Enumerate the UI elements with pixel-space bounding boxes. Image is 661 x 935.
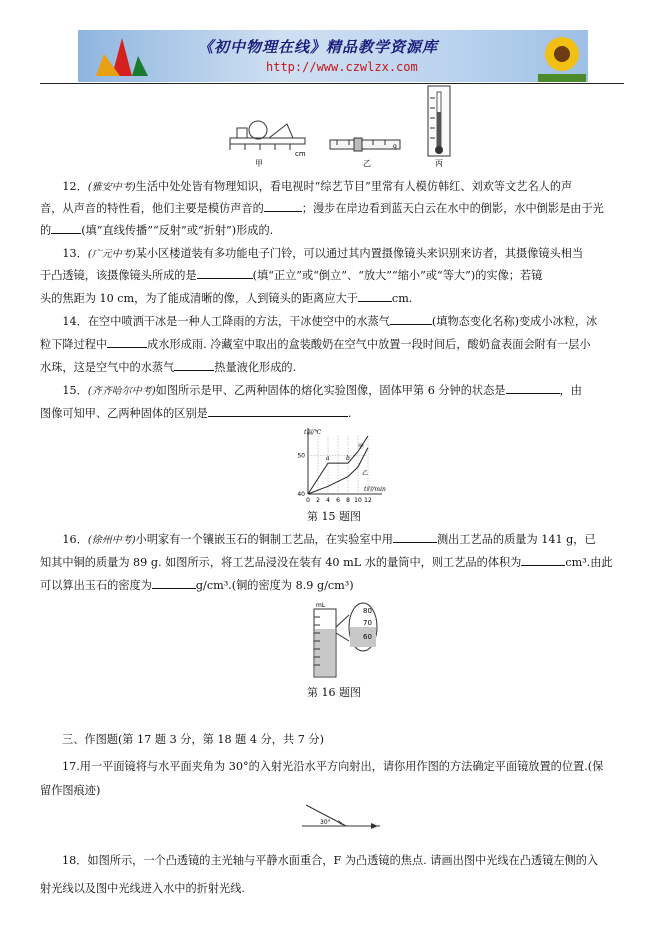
point-label-b: b [346, 455, 350, 463]
melting-chart [270, 424, 400, 506]
question-16-line2: 知其中铜的质量为 89 g. 如图所示，将工艺品浸没在装有 40 mL 水的量筒中，则工艺品的体积为 cm³.由此 [40, 552, 624, 574]
question-15-line2: 图像可知甲、乙两种固体的区别是 . [40, 403, 624, 425]
question-12: 12．(雅安中考)生活中处处皆有物理知识，看电视时“综艺节目”里常有人模仿韩红、刘欢等文艺名人的声 [62, 180, 573, 193]
question-14-line2: 粒下降过程中 成水形成雨. 冷藏室中取出的盒装酸奶在空气中放置一段时间后，酸奶盒表面会附有一层小 [40, 334, 624, 356]
y-axis-label: t温/℃ [304, 429, 322, 436]
question-17: 17.用一平面镜将与水平面夹角为 30°的入射光沿水平方向射出，请你用作图的方法确定平面镜放置的位置.(保 [62, 760, 604, 773]
header-title: 《初中物理在线》精品教学资源库 [198, 38, 439, 56]
figure-jia [230, 121, 306, 168]
top-figures [225, 84, 465, 174]
x-tick-label: 8 [346, 497, 350, 504]
question-16-line3: 可以算出玉石的密度为 g/cm³.(铜的密度为 8.9 g/cm³) [40, 575, 624, 597]
source-tag: (徐州中考) [87, 535, 136, 546]
question-14: 14．在空中喷洒干冰是一种人工降雨的方法，干冰使空中的水蒸气 (填物态变化名称)变成小冰粒，冰 [40, 311, 624, 333]
figure-17 [298, 802, 384, 836]
question-18: 18．如图所示，一个凸透镜的主光轴与平静水面重合，F 为凸透镜的焦点. 请画出图中光线在凸透镜左侧的入 [62, 854, 599, 867]
answer-blank[interactable] [107, 335, 147, 348]
answer-blank[interactable] [197, 266, 253, 279]
answer-blank[interactable] [51, 221, 81, 234]
answer-blank[interactable] [208, 404, 348, 417]
x-tick-label: 6 [336, 497, 340, 504]
source-tag: (广元中考) [87, 249, 136, 260]
x-axis-label: t时/min [364, 486, 386, 493]
x-tick-label: 12 [364, 497, 372, 504]
zoom-mark: 70 [363, 619, 372, 627]
question-16: 16．(徐州中考)小明家有一个镶嵌玉石的铜制工艺品，在实验室中用 测出工艺品的质量为 141 g，已 [40, 529, 624, 552]
question-12-line2: 音，从声音的特性看，他们主要是模仿声音的 ；漫步在岸边看到蓝天白云在水中的倒影，水中倒影是由于光 [40, 198, 624, 220]
header-banner [78, 30, 588, 82]
sunflower-icon [538, 30, 586, 82]
label-jia: 甲 [255, 159, 263, 168]
answer-blank[interactable] [521, 553, 565, 566]
source-tag: (齐齐哈尔中考) [87, 386, 156, 397]
x-tick-label: 2 [316, 497, 320, 504]
logo-icon [92, 36, 152, 78]
header-url: http://www.czwlzx.com [266, 60, 418, 74]
question-18-line2: 射光线以及图中光线进入水中的折射光线. [40, 882, 245, 895]
answer-blank[interactable] [390, 312, 432, 325]
x-tick-label: 10 [354, 497, 362, 504]
question-13: 13．(广元中考)某小区楼道装有多功能电子门铃，可以通过其内置摄像镜头来识别来访者，其摄像镜头相当 [62, 247, 584, 260]
answer-blank[interactable] [506, 381, 560, 394]
y-tick-label: 50 [297, 452, 305, 460]
series-label: 甲 [358, 443, 365, 451]
x-tick-label: 4 [326, 497, 330, 504]
measuring-cylinder [306, 597, 386, 681]
series-label: 乙 [362, 469, 369, 477]
question-13-line2: 于凸透镜，该摄像镜头所成的是 (填“正立”或“倒立”、“放大”“缩小”或“等大”)的实像；若镜 [40, 265, 624, 287]
question-13-line3: 头的焦距为 10 cm，为了能成清晰的像，人到镜头的距离应大于 cm. [40, 288, 624, 310]
question-15: 15．(齐齐哈尔中考)如图所示是甲、乙两种固体的熔化实验图像，固体甲第 6 分钟的状态是 ，由 [40, 380, 624, 403]
figure-yi [330, 138, 400, 168]
figure-15-caption: 第 15 题图 [307, 510, 361, 523]
label-bing: 丙 [435, 159, 443, 168]
zoom-mark: 60 [363, 633, 372, 641]
source-tag: (雅安中考) [87, 182, 136, 193]
cylinder-unit: mL [316, 602, 326, 609]
answer-blank[interactable] [358, 289, 392, 302]
answer-blank[interactable] [174, 358, 214, 371]
answer-blank[interactable] [264, 199, 302, 212]
question-12-line3: 的 (填“直线传播”“反射”或“折射”)形成的. [40, 220, 624, 242]
label-yi: 乙 [363, 159, 371, 168]
section-3-title: 三、作图题(第 17 题 3 分，第 18 题 4 分，共 7 分) [62, 733, 324, 746]
figure-16-caption: 第 16 题图 [307, 686, 361, 699]
x-tick-label: 0 [306, 497, 310, 504]
ruler-unit: cm [295, 150, 306, 158]
question-14-line3: 水珠，这是空气中的水蒸气 热量液化形成的. [40, 357, 624, 379]
answer-blank[interactable] [393, 530, 437, 543]
balance-unit: g [393, 143, 397, 150]
y-tick-label: 40 [297, 491, 305, 498]
angle-label: 30° [320, 819, 331, 826]
zoom-mark: 80 [363, 607, 372, 615]
figure-bing [428, 86, 450, 168]
answer-blank[interactable] [152, 576, 196, 589]
point-label-a: a [326, 455, 330, 463]
question-17-line2: 留作图痕迹) [40, 784, 101, 797]
